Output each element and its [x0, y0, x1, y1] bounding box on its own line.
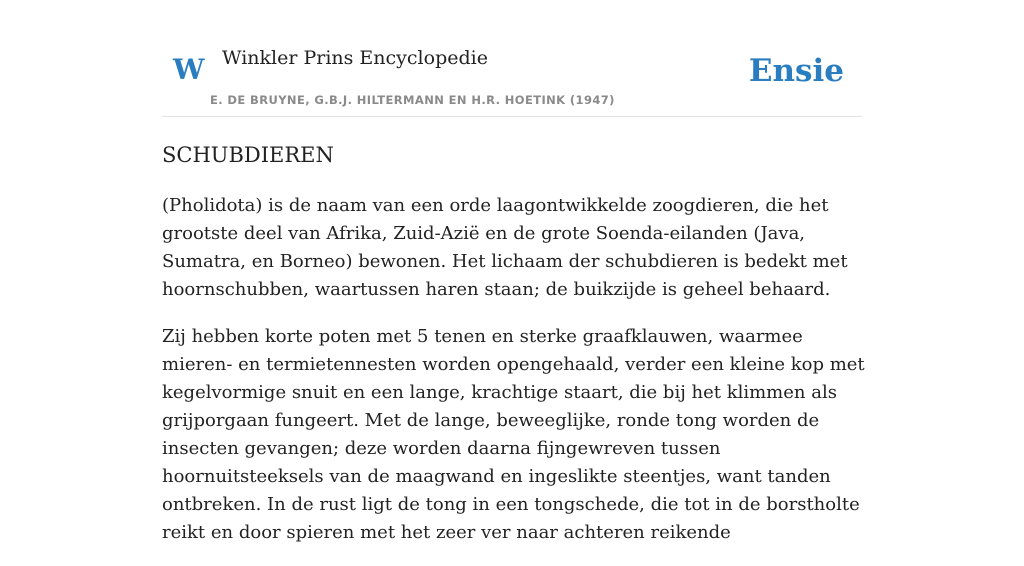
entry-paragraph-2: Zij hebben korte poten met 5 tenen en sterke graafklauwen, waarmee mieren- en termietennesten worden opengehaald, verder een kleine kop met kegelvormige snuit en een lange, krachtige staart, die bij het klimmen als grijporgaan fungeert. Met de lange, beweeglijke, ronde tong worden de insecten gevangen; deze worden daarna fijngewreven tussen hoornuitsteeksels van de maagwand en ingeslikte steentjes, want tanden ontbreken. In de rust ligt de tong in een tongschede, die tot in de borstholte reikt en door spieren met het zeer ver naar achteren reikende — [162, 326, 865, 543]
winkler-prins-logo-icon[interactable]: W — [173, 53, 205, 86]
authors-line: E. DE BRUYNE, G.B.J. HILTERMANN EN H.R. HOETINK (1947) — [210, 93, 615, 107]
book-title[interactable]: Winkler Prins Encyclopedie — [222, 47, 488, 69]
ensie-logo[interactable]: Ensie — [748, 53, 844, 89]
header — [162, 36, 862, 117]
entry-paragraph-1: (Pholidota) is de naam van een orde laagontwikkelde zoogdieren, die het grootste deel van Afrika, Zuid-Azië en de grote Soenda-eilanden (Java, Sumatra, en Borneo) bewonen. Het lichaam der schubdieren is bedekt met hoornschubben, waartussen haren staan; de buikzijde is geheel behaard. — [162, 195, 848, 300]
entry-body — [162, 192, 868, 566]
entry-title: SCHUBDIEREN — [162, 143, 334, 167]
